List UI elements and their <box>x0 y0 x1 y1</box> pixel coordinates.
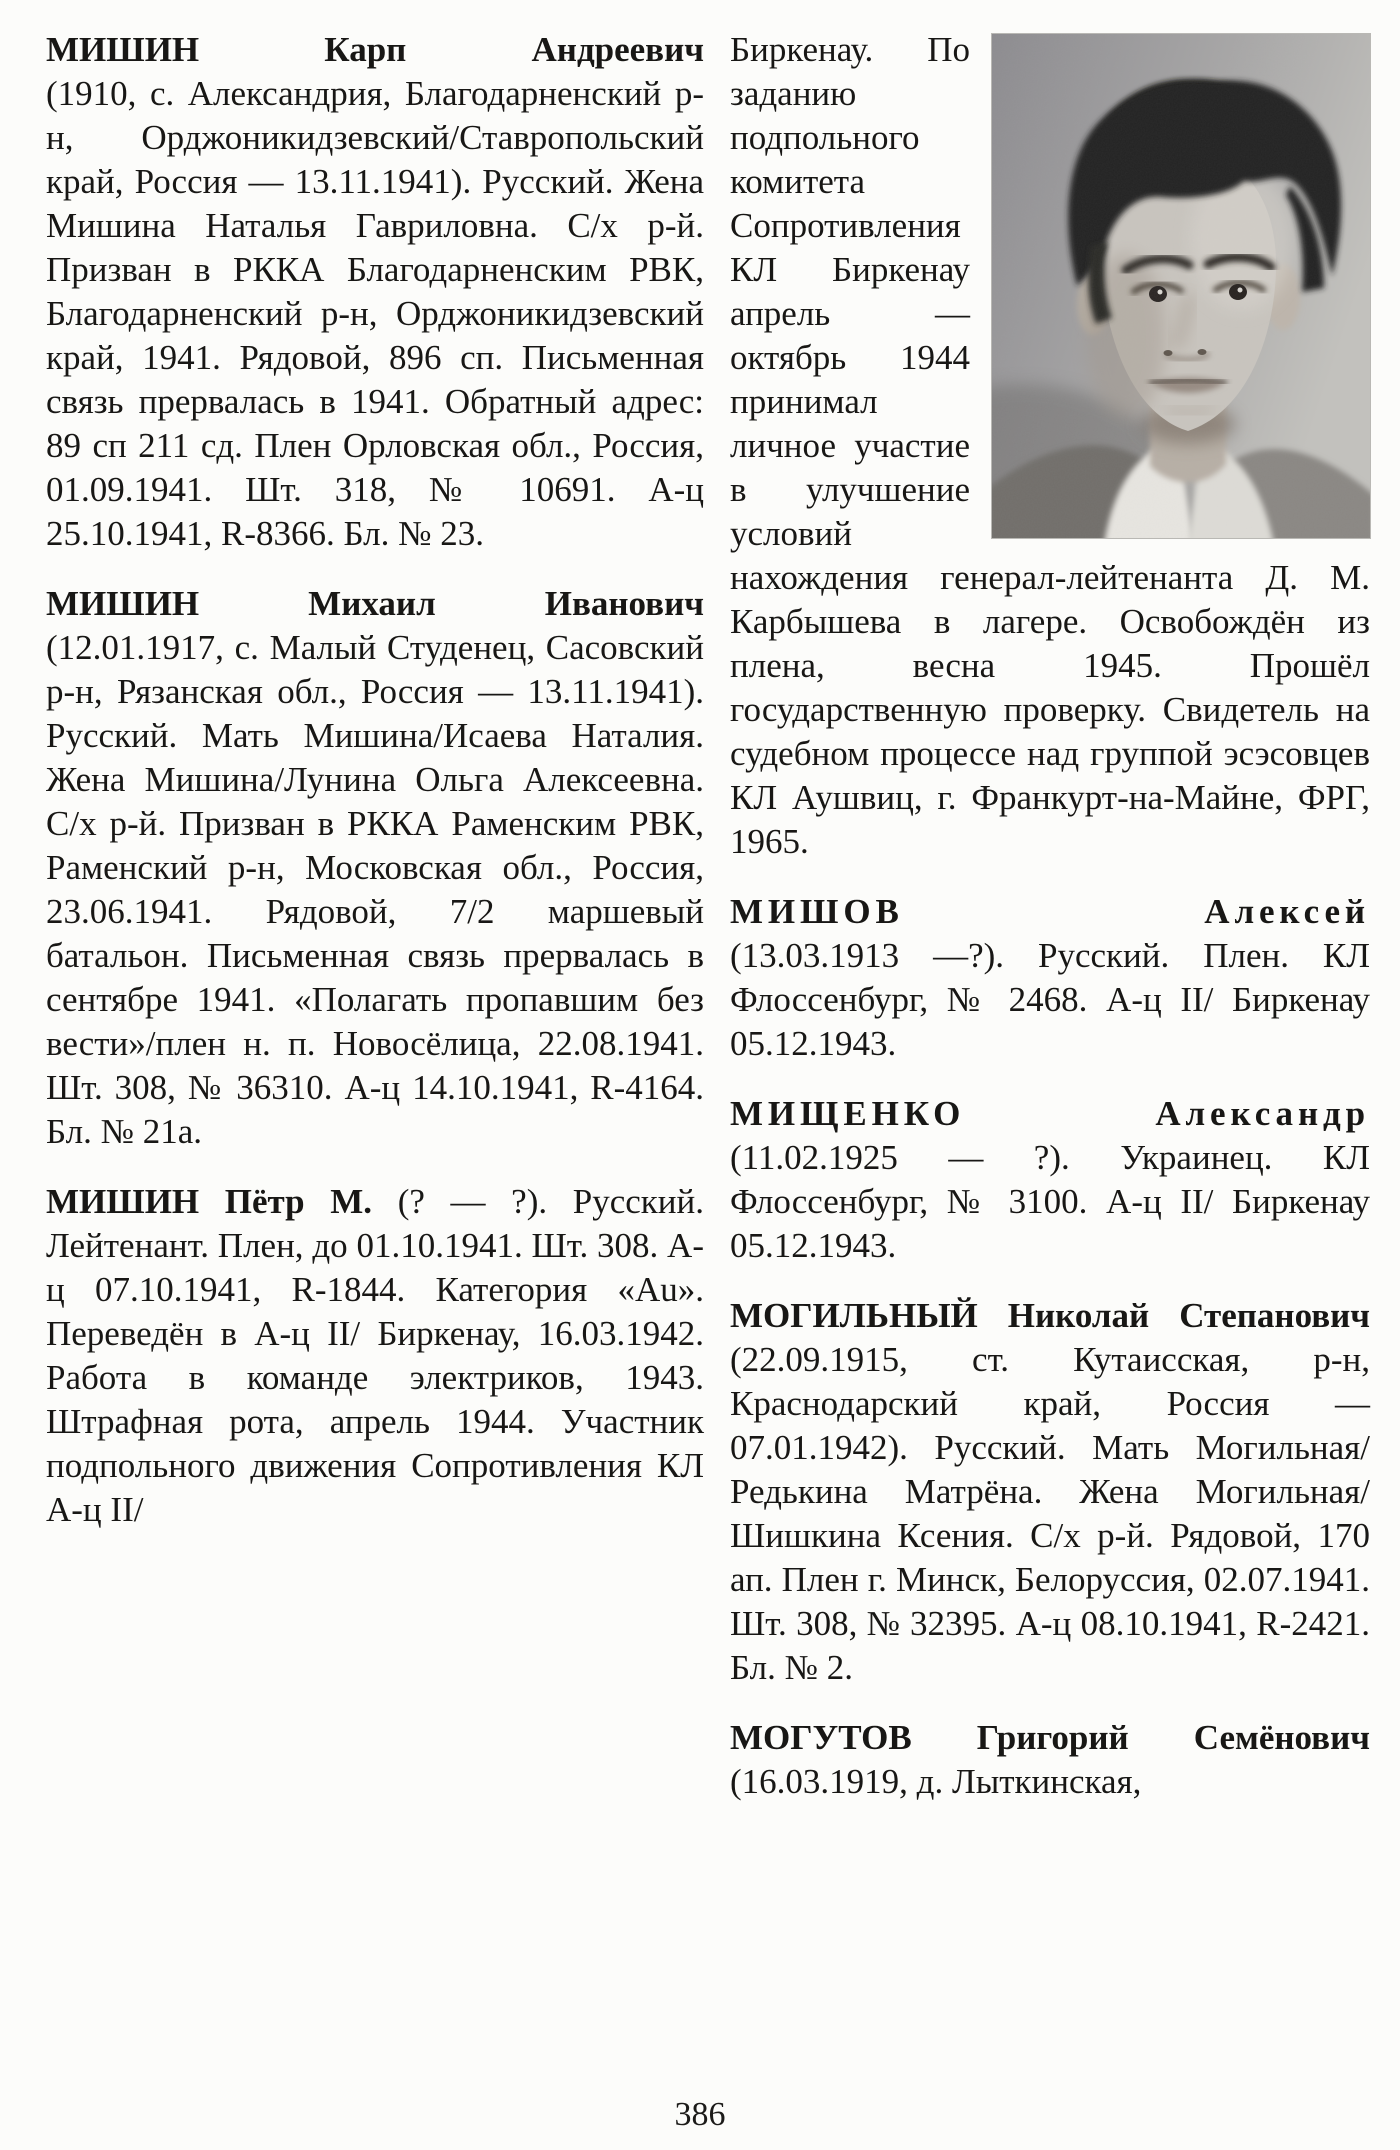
entry-mishin-karp <box>46 28 704 556</box>
left-column <box>46 28 704 1558</box>
entry-name: МИШИН Михаил Иванович <box>46 584 704 623</box>
entry-mogilny-nikolay <box>730 1294 1370 1690</box>
entry-name: МИШИН Карп Андреевич <box>46 30 704 69</box>
entry-body-text: (16.03.1919, д. Лыткинская, <box>730 1762 1142 1801</box>
entry-body: (13.03.1913 —?). Русский. Плен. КЛ Флоссенбург, № 2468. А-ц II/ Биркенау 05.12.1943. <box>730 936 1370 1063</box>
entry-body-text: (? — ?). Русский. Лейтенант. Плен, до 01.10.1941. Шт. 308. А-ц 07.10.1941, R-1844. Категория «Au». Переведён в А-ц II/ Биркенау, 16.03.1942. Работа в команде электриков, 1943. Штрафная рота, апрель 1944. Участник подпольного движения Сопротивления КЛ А-ц II/ <box>46 1182 704 1529</box>
entry-name: МОГИЛЬНЫЙ Николай Степанович <box>730 1296 1370 1335</box>
entry-mogutov-grigoriy <box>730 1716 1370 1804</box>
entry-body: (11.02.1925 — ?). Украинец. КЛ Флоссенбург, № 3100. А-ц II/ Биркенау 05.12.1943. <box>730 1138 1370 1265</box>
portrait-photo <box>992 34 1370 538</box>
entry-mishov-aleksey <box>730 890 1370 1066</box>
entry-body <box>730 1716 1370 1804</box>
entry-name: МИШОВ Алексей <box>730 892 1370 931</box>
portrait-photo-image <box>992 34 1370 538</box>
right-column <box>730 28 1370 1830</box>
entry-body <box>730 1294 1370 1690</box>
entry-mishin-pyotr-continuation: Биркенау. По заданию подпольного комитета Сопротивления КЛ Биркенау апрель — октябрь 1944 принимал личное участие в улучшение условий нахождения генерал-лейтенанта Д. М. Карбышева в лагере. Освобождён из плена, весна 1945. Прошёл государственную проверку. Свидетель на судебном процессе над группой эсэсовцев КЛ Аушвиц, г. Франкурт-на-Майне, ФРГ, 1965. <box>730 30 1370 861</box>
entry-mishin-mikhail <box>46 582 704 1154</box>
entry-body: (12.01.1917, с. Малый Студенец, Сасовский р-н, Рязанская обл., Россия — 13.11.1941). Русский. Мать Мишина/Исаева Наталия. Жена Мишина/Лунина Ольга Алексеевна. С/х р-й. Призван в РККА Раменским РВК, Раменский р-н, Московская обл., Россия, 23.06.1941. Рядовой, 7/2 маршевый батальон. Письменная связь прервалась в сентябре 1941. «Полагать пропавшим без вести»/плен н. п. Новосёлица, 22.08.1941. Шт. 308, № 36310. А-ц 14.10.1941, R-4164. Бл. № 21а. <box>46 628 704 1151</box>
entry-name: МИШИН Пётр М. <box>46 1182 373 1221</box>
entry-body-text: (22.09.1915, ст. Кутаисская, р-н, Краснодарский край, Россия — 07.01.1942). Русский. Мать Могильная/Редькина Матрёна. Жена Могильная/Шишкина Ксения. С/х р-й. Рядовой, 170 ап. Плен г. Минск, Белоруссия, 02.07.1941. Шт. 308, № 32395. А-ц 08.10.1941, R-2421. Бл. № 2. <box>730 1340 1370 1687</box>
entry-name: МОГУТОВ Григорий Семёнович <box>730 1718 1370 1757</box>
entry-body: (1910, с. Александрия, Благодарненский р-н, Орджоникидзевский/Ставропольский край, Россия — 13.11.1941). Русский. Жена Мишина Наталья Гавриловна. С/х р-й. Призван в РККА Благодарненским РВК, Благодарненский р-н, Орджоникидзевский край, 1941. Рядовой, 896 сп. Письменная связь прервалась в 1941. Обратный адрес: 89 сп 211 сд. Плен Орловская обл., Россия, 01.09.1941. Шт. 318, № 10691. А-ц 25.10.1941, R-8366. Бл. № 23. <box>46 74 704 553</box>
entry-mishin-pyotr <box>46 1180 704 1532</box>
entry-name: МИЩЕНКО Александр <box>730 1094 1370 1133</box>
entry-body <box>46 1180 704 1532</box>
page-number: 386 <box>674 2096 726 2133</box>
entry-mishchenko-aleksandr <box>730 1092 1370 1268</box>
